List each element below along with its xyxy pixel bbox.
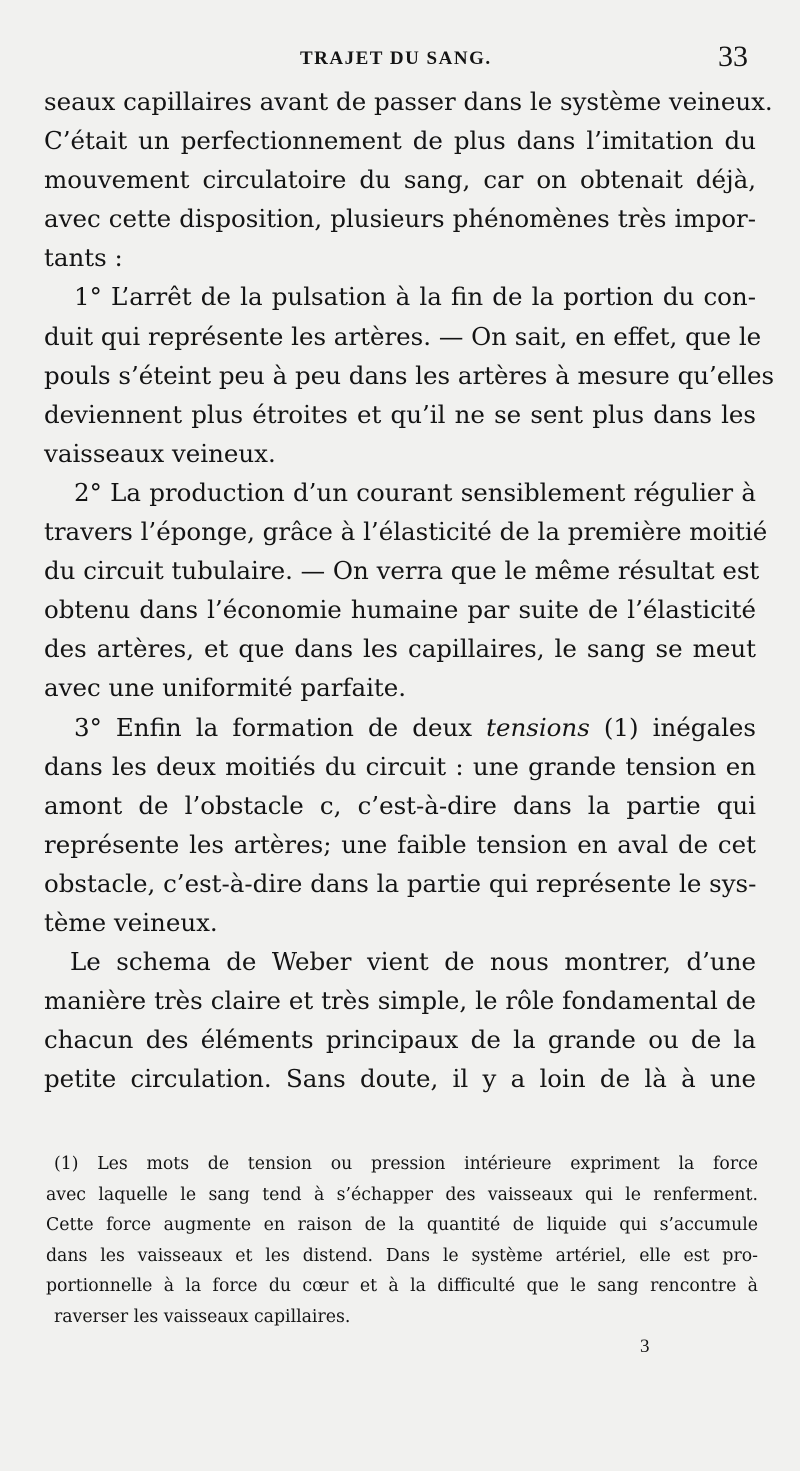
page-number: 33: [718, 40, 748, 73]
text-line: tème veineux.: [44, 907, 218, 937]
footnote-line: dans les vaisseaux et les distend. Dans le système artériel, elle est pro-: [46, 1245, 758, 1266]
footnote-line: portionnelle à la force du cœur et à la difficulté que le sang rencontre à: [46, 1276, 758, 1296]
footnote-line: (1) Les mots de tension ou pression intérieure expriment la force: [54, 1154, 758, 1174]
text-line: mouvement circulatoire du sang, car on obtenait déjà,: [44, 165, 756, 195]
text-line: des artères, et que dans les capillaires, le sang se meut: [44, 634, 756, 664]
text-line: amont de l’obstacle c, c’est-à-dire dans la partie qui: [44, 790, 756, 820]
page-header: [0, 40, 800, 80]
text-line: 1° L’arrêt de la pulsation à la fin de la portion du con-: [74, 282, 756, 312]
text-line: obstacle, c’est-à-dire dans la partie qui représente le sys-: [44, 868, 757, 898]
footnote-line: raverser les vaisseaux capillaires.: [54, 1306, 351, 1327]
text-line: pouls s’éteint peu à peu dans les artères à mesure qu’elles: [44, 360, 775, 390]
text-line: du circuit tubulaire. — On verra que le même résultat est: [44, 556, 760, 586]
footnote: [46, 1149, 758, 1332]
text-line: obtenu dans l’économie humaine par suite de l’élasticité: [44, 595, 756, 625]
running-head: TRAJET DU SANG.: [300, 48, 492, 69]
body-text: [44, 82, 775, 1098]
text-line: seaux capillaires avant de passer dans le système veineux.: [44, 87, 773, 116]
text-line: deviennent plus étroites et qu’il ne se sent plus dans les: [44, 399, 756, 429]
text-line: tants :: [44, 243, 123, 273]
text-line: manière très claire et très simple, le rôle fondamental de: [44, 986, 756, 1016]
footnote-line: Cette force augmente en raison de la quantité de liquide qui s’accumule: [46, 1215, 758, 1235]
text-segment: (1) inégales: [603, 712, 756, 742]
italic-term: tensions: [486, 712, 590, 742]
text-line: petite circulation. Sans doute, il y a loin de là à une: [44, 1064, 756, 1094]
text-line: Le schema de Weber vient de nous montrer, d’une: [70, 947, 756, 977]
text-line: duit qui représente les artères. — On sait, en effet, que le: [44, 321, 762, 351]
text-line: dans les deux moitiés du circuit : une grande tension en: [44, 751, 756, 781]
text-line: C’était un perfectionnement de plus dans l’imitation du: [44, 126, 756, 156]
text-line: avec une uniformité parfaite.: [44, 673, 407, 703]
signature-mark: 3: [640, 1336, 650, 1357]
footnote-line: avec laquelle le sang tend à s’échapper des vaisseaux qui le renferment.: [46, 1184, 758, 1205]
text-line: chacun des éléments principaux de la grande ou de la: [44, 1025, 756, 1055]
text-line: représente les artères; une faible tension en aval de cet: [44, 829, 756, 859]
text-line: vaisseaux veineux.: [44, 438, 276, 468]
text-segment: 3° Enfin la formation de deux: [74, 712, 473, 742]
text-line: travers l’éponge, grâce à l’élasticité de la première moitié: [44, 517, 768, 547]
text-line: 2° La production d’un courant sensiblement régulier à: [74, 477, 756, 507]
text-line: [44, 708, 756, 747]
text-line: avec cette disposition, plusieurs phénomènes très impor-: [44, 204, 756, 234]
